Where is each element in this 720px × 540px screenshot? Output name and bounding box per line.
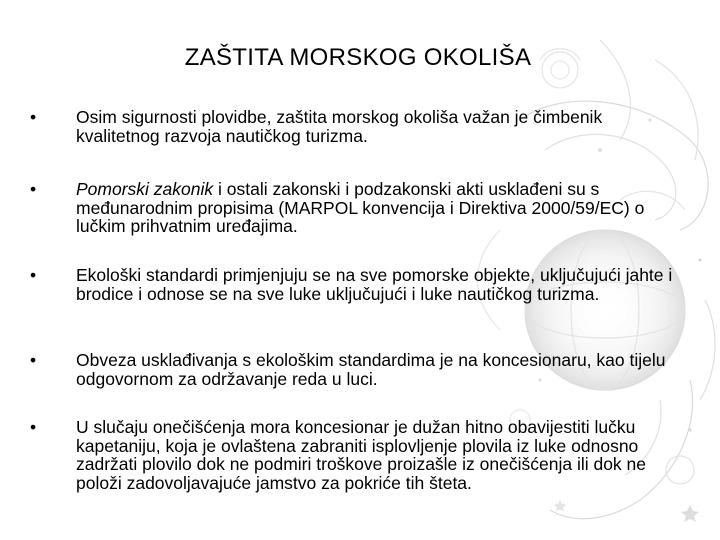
- list-item: [30, 418, 690, 492]
- slide-title-text: ZAŠTITA MORSKOG OKOLIŠA: [184, 44, 532, 71]
- list-item: [30, 266, 690, 303]
- bullet-text: U slučaju onečišćenja mora koncesionar je dužan hitno obavijestiti lučku kapetaniju, koja je ovlaštena zabraniti isplovljenje plovila iz luke odnosno zadržati plovilo dok ne podmiri troškove proizašle iz onečišćenja ili dok ne položi zadovoljavajuće jamstvo za pokriće tih šteta.: [76, 417, 647, 493]
- bullet-text: Ekološki standardi primjenjuju se na sve pomorske objekte, uključujući jahte i brodice i odnose se na sve luke uključujući i luke nautičkog turizma.: [76, 265, 673, 304]
- bullet-marker: •: [30, 265, 37, 285]
- slide-title: [0, 44, 720, 72]
- bullet-text-rest: i ostali zakonski i podzakonski akti usklađeni su s međunarodnim propisima (MARPOL konvencija i Direktiva 2000/59/EC) o lučkim prihvatnim uređajima.: [76, 179, 645, 236]
- bullet-text: [76, 180, 690, 236]
- bullet-emphasis: Pomorski zakonik: [76, 179, 214, 199]
- bullet-marker: •: [30, 179, 37, 199]
- bullet-marker: •: [30, 350, 37, 370]
- bullet-text: Obveza usklađivanja s ekološkim standardima je na koncesionaru, kao tijelu odgovornom za održavanje reda u luci.: [76, 350, 666, 389]
- list-item: [30, 108, 690, 145]
- bullet-text: Osim sigurnosti plovidbe, zaštita morskog okoliša važan je čimbenik kvalitetnog razvoja nautičkog turizma.: [76, 107, 603, 146]
- list-item: [30, 180, 690, 236]
- list-item: [30, 351, 690, 388]
- bullet-marker: •: [30, 107, 37, 127]
- bullet-marker: •: [30, 417, 37, 437]
- bullet-list: [30, 108, 690, 508]
